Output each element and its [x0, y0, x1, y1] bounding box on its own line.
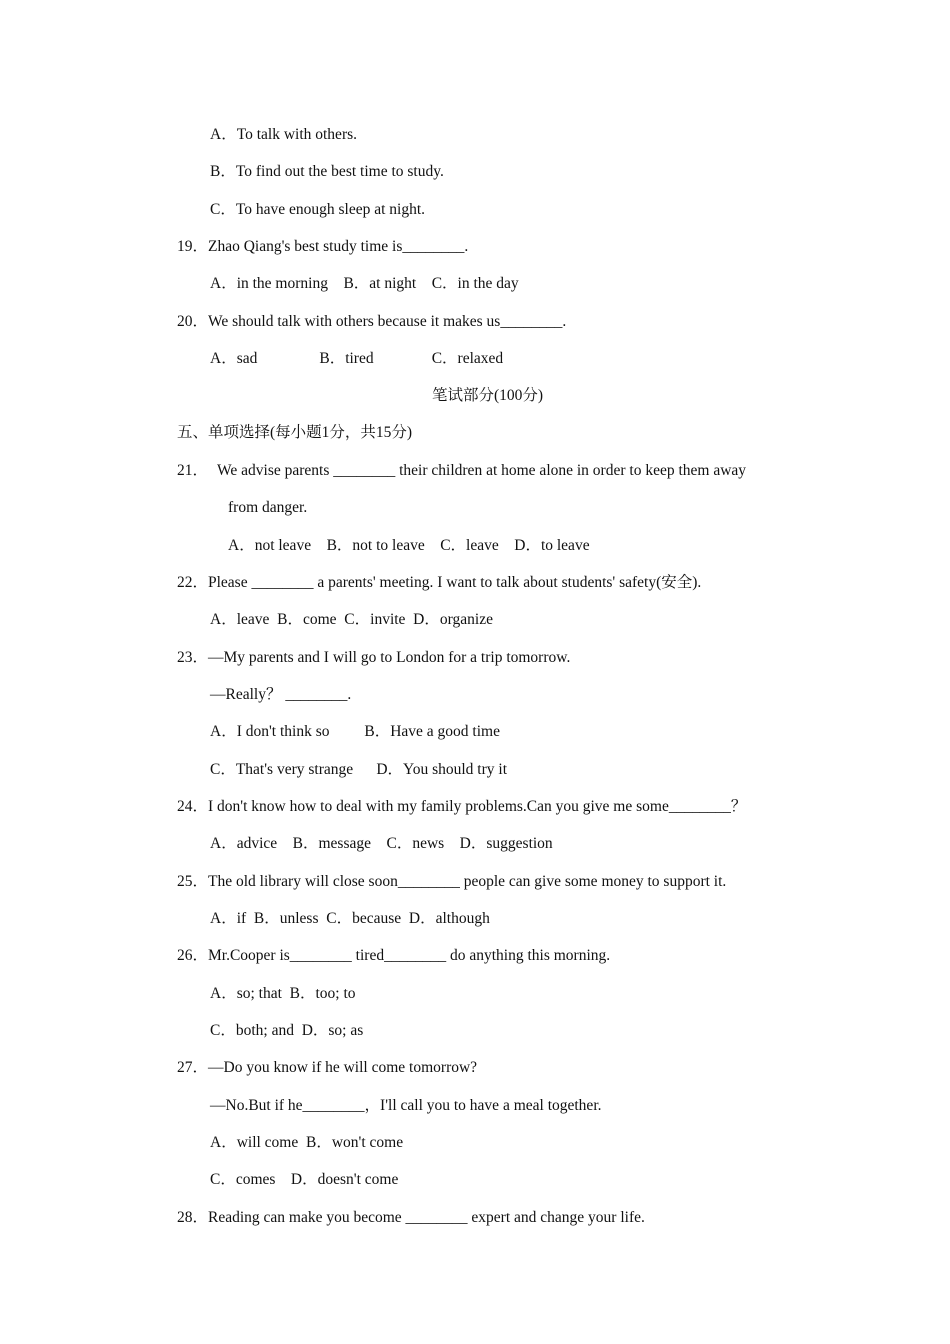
options-q21: A．not leave B．not to leave C．leave D．to leave	[228, 537, 590, 554]
options-q26-ab: A．so; that B．too; to	[210, 985, 356, 1002]
options-q27-ab: A．will come B．won't come	[210, 1134, 404, 1151]
option-b-q18: B．To find out the best time to study.	[210, 163, 444, 180]
options-q26-cd: C．both; and D．so; as	[210, 1022, 364, 1039]
question-23-reply: —Really？ ________.	[210, 686, 352, 703]
options-q23-ab: A．I don't think so B．Have a good time	[210, 723, 500, 740]
option-a-q18: A．To talk with others.	[210, 126, 358, 143]
options-q25: A．if B．unless C．because D．although	[210, 910, 490, 927]
question-20: 20．We should talk with others because it makes us________.	[177, 313, 567, 330]
question-23: 23．—My parents and I will go to London for a trip tomorrow.	[177, 649, 571, 666]
question-19: 19．Zhao Qiang's best study time is________.	[177, 238, 469, 255]
section-five-heading: 五、单项选择(每小题1分，共15分)	[177, 424, 413, 441]
options-q23-cd: C．That's very strange D．You should try it	[210, 761, 507, 778]
question-27: 27．—Do you know if he will come tomorrow?	[177, 1059, 478, 1076]
options-q22: A．leave B．come C．invite D．organize	[210, 611, 493, 628]
question-21-text: We advise parents ________ their children at home alone in order to keep them away	[217, 462, 747, 479]
question-21-number: 21．	[177, 462, 209, 479]
option-c-q18: C．To have enough sleep at night.	[210, 201, 426, 218]
written-part-heading: 笔试部分(100分)	[432, 387, 544, 404]
question-28: 28．Reading can make you become ________ expert and change your life.	[177, 1209, 645, 1226]
question-25: 25．The old library will close soon________ people can give some money to support it.	[177, 873, 727, 890]
question-22: 22．Please ________ a parents' meeting. I want to talk about students' safety(安全).	[177, 574, 702, 591]
question-26: 26．Mr.Cooper is________ tired________ do anything this morning.	[177, 947, 611, 964]
options-q24: A．advice B．message C．news D．suggestion	[210, 835, 553, 852]
options-q19: A．in the morning B．at night C．in the day	[210, 275, 519, 292]
options-q27-cd: C．comes D．doesn't come	[210, 1171, 399, 1188]
question-27-reply: —No.But if he________，I'll call you to have a meal together.	[210, 1097, 602, 1114]
question-24: 24．I don't know how to deal with my family problems.Can you give me some________？	[177, 798, 747, 815]
question-21-continued: from danger.	[228, 499, 308, 516]
options-q20: A．sad B．tired C．relaxed	[210, 350, 504, 367]
